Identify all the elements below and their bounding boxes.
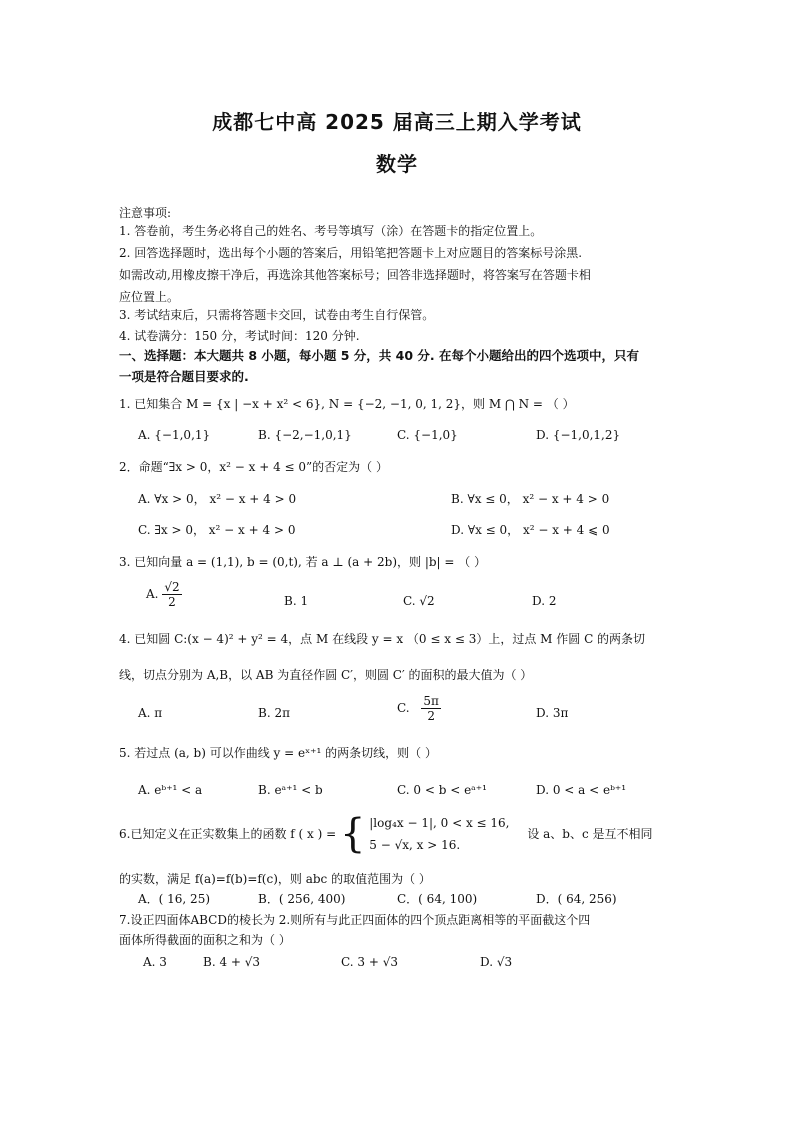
- q7-option-c: C. 3 + √3: [341, 955, 398, 969]
- q6-option-c: C．( 64, 100): [397, 892, 478, 906]
- note-2-cont: 如需改动,用橡皮擦干净后，再选涂其他答案标号；回答非选择题时，将答案写在答题卡相: [119, 268, 591, 282]
- question-4-stem: 4. 已知圆 C:(x − 4)² + y² = 4，点 M 在线段 y = x （0 ≤ x ≤ 3）上，过点 M 作圆 C 的两条切: [119, 632, 646, 646]
- q6-option-d: D．( 64, 256): [536, 892, 617, 906]
- q1-option-b: B. {−2,−1,0,1}: [258, 428, 352, 442]
- section-heading: 一、选择题：本大题共 8 小题，每小题 5 分，共 40 分. 在每个小题给出的四个选项中，只有: [119, 348, 640, 363]
- q1-option-d: D. {−1,0,1,2}: [536, 428, 621, 442]
- q3-option-a-fraction: [162, 580, 181, 609]
- note-2-end: 应位置上。: [119, 290, 180, 304]
- q3-option-c: C. √2: [403, 594, 435, 608]
- q5-option-a: A. eᵇ⁺¹ < a: [138, 783, 203, 797]
- question-1-stem: 1. 已知集合 M = {x | −x + x² < 6}, N = {−2, −1, 0, 1, 2}，则 M ⋂ N = （ ）: [119, 397, 575, 411]
- q2-option-c: C. ∃x > 0， x² − x + 4 > 0: [138, 523, 296, 537]
- section-heading-cont: 一项是符合题目要求的.: [119, 369, 249, 384]
- note-4: 4. 试卷满分：150 分，考试时间：120 分钟.: [119, 329, 360, 343]
- q6-option-b: B．( 256, 400): [258, 892, 346, 906]
- q3-option-a: [146, 580, 182, 609]
- note-3: 3. 考试结束后，只需将答题卡交回，试卷由考生自行保管。: [119, 308, 435, 322]
- question-4-stem-cont: 线，切点分别为 A,B，以 AB 为直径作圆 C′，则圆 C′ 的面积的最大值为（ ）: [119, 668, 533, 682]
- q4-option-c-numerator: 5π: [423, 694, 439, 708]
- q4-option-c-denominator: 2: [427, 709, 435, 723]
- q6-prefix: 6.已知定义在正实数集上的函数 f ( x ) =: [119, 827, 337, 841]
- q1-option-c: C. {−1,0}: [397, 428, 458, 442]
- q2-option-d: D. ∀x ≤ 0， x² − x + 4 ⩽ 0: [451, 523, 610, 537]
- question-3-stem: 3. 已知向量 a = (1,1), b = (0,t), 若 a ⊥ (a + 2b)，则 |b| = （ ）: [119, 555, 487, 569]
- question-2-stem: 2．命题“∃x > 0，x² − x + 4 ≤ 0”的否定为（ ）: [119, 460, 388, 474]
- q6-suffix: 设 a、b、c 是互不相同: [527, 827, 653, 841]
- q2-option-a: A. ∀x > 0， x² − x + 4 > 0: [138, 492, 297, 506]
- subject-title: 数学: [376, 152, 418, 176]
- question-6-stem: [119, 812, 653, 856]
- notes-heading: 注意事项:: [119, 206, 172, 220]
- q4-option-a: A. π: [138, 706, 163, 720]
- q6-case-1: |log₄x − 1|, 0 < x ≤ 16,: [369, 816, 510, 830]
- note-1: 1. 答卷前，考生务必将自己的姓名、考号等填写（涂）在答题卡的指定位置上。: [119, 224, 543, 238]
- q5-option-b: B. eᵃ⁺¹ < b: [258, 783, 323, 797]
- q5-option-d: D. 0 < a < eᵇ⁺¹: [536, 783, 627, 797]
- q3-option-d: D. 2: [532, 594, 557, 608]
- question-6-stem-cont: 的实数，满足 f(a)=f(b)=f(c)，则 abc 的取值范围为（ ）: [119, 872, 431, 886]
- question-7-stem-cont: 面体所得截面的面积之和为（ ）: [119, 933, 291, 947]
- q1-option-a: A. {−1,0,1}: [138, 428, 211, 442]
- q3-option-b: B. 1: [284, 594, 309, 608]
- q6-brace: {: [339, 811, 366, 857]
- q2-option-b: B. ∀x ≤ 0， x² − x + 4 > 0: [451, 492, 610, 506]
- q5-option-c: C. 0 < b < eᵃ⁺¹: [397, 783, 487, 797]
- q7-option-a: A. 3: [143, 955, 167, 969]
- q3-option-a-label: A.: [146, 587, 159, 601]
- q4-option-c-label: C.: [397, 701, 410, 715]
- q4-option-c: [397, 694, 441, 723]
- q3-option-a-denominator: 2: [168, 595, 176, 609]
- q3-option-a-numerator: √2: [164, 580, 180, 594]
- q7-option-d: D. √3: [480, 955, 513, 969]
- q6-option-a: A．( 16, 25): [138, 892, 211, 906]
- question-7-stem: 7.设正四面体ABCD的棱长为 2.则所有与此正四面体的四个顶点距离相等的平面截这个四: [119, 913, 591, 927]
- exam-title: 成都七中高 2025 届高三上期入学考试: [212, 110, 582, 134]
- q4-option-c-fraction: [421, 694, 441, 723]
- q7-option-b: B. 4 + √3: [203, 955, 261, 969]
- note-2: 2. 回答选择题时，选出每个小题的答案后，用铅笔把答题卡上对应题目的答案标号涂黑.: [119, 246, 583, 260]
- q4-option-d: D. 3π: [536, 706, 569, 720]
- q6-cases: [369, 812, 509, 856]
- q4-option-b: B. 2π: [258, 706, 290, 720]
- q6-case-2: 5 − √x, x > 16.: [369, 838, 461, 852]
- question-5-stem: 5. 若过点 (a, b) 可以作曲线 y = eˣ⁺¹ 的两条切线，则（ ）: [119, 746, 437, 760]
